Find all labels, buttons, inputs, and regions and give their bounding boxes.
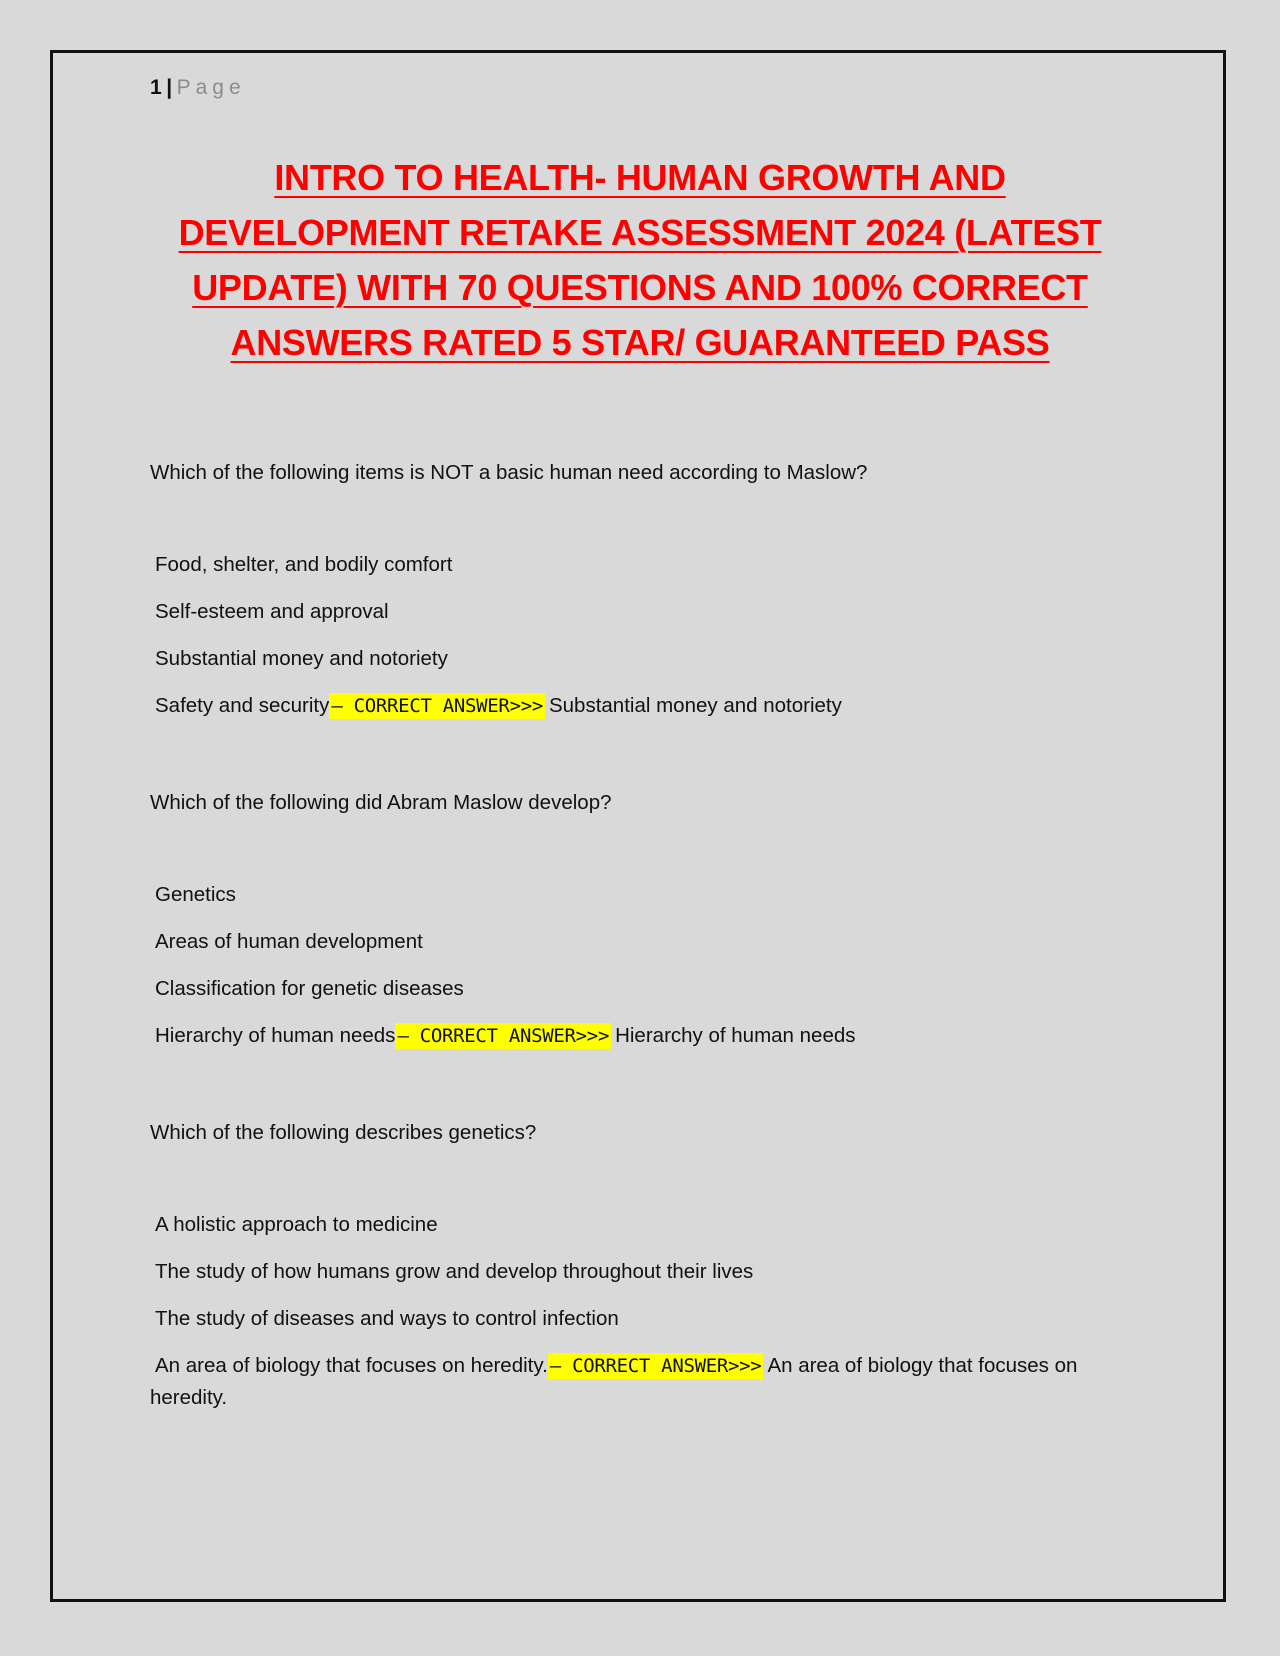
option: Classification for genetic diseases [155,977,464,1000]
option: Self-esteem and approval [155,600,389,623]
option-list [150,871,1130,1059]
option: Substantial money and notoriety [155,647,448,670]
option: A holistic approach to medicine [155,1213,438,1236]
page-number-value: 1 [150,76,163,99]
page-number-label: Page [176,76,246,99]
page-number [150,76,246,100]
option: Genetics [155,883,236,906]
option-text: Safety and security [155,694,330,717]
question-text: Which of the following items is NOT a basic human need according to Maslow? [150,461,868,484]
question-text: Which of the following did Abram Maslow develop? [150,791,612,814]
answer-text: An area of biology that focuses on heredity. [150,1354,1078,1409]
option: Food, shelter, and bodily comfort [155,553,453,576]
option: The study of diseases and ways to control infection [155,1307,619,1330]
document-title: INTRO TO HEALTH- HUMAN GROWTH AND DEVELOPMENT RETAKE ASSESSMENT 2024 (LATEST UPDATE) WITH 70 QUESTIONS AND 100% CORRECT ANSWERS RATED 5 STAR/ GUARANTEED PASS [178,157,1102,363]
option-with-answer [150,1342,1130,1413]
option-with-answer [150,1012,1130,1059]
option-list [150,541,1130,729]
answer-text: Substantial money and notoriety [548,694,842,717]
option-with-answer [150,682,1130,729]
answer-text: Hierarchy of human needs [615,1024,856,1047]
option: Areas of human development [155,930,423,953]
option-list [150,1201,1130,1413]
correct-answer-label: – CORRECT ANSWER>>> [331,695,543,717]
page-number-separator: | [166,76,173,99]
question-block-2 [150,788,1130,1059]
option-text: An area of biology that focuses on heredity. [155,1354,548,1377]
option: The study of how humans grow and develop throughout their lives [155,1260,754,1283]
question-block-3 [150,1118,1130,1413]
correct-answer-label: – CORRECT ANSWER>>> [549,1355,762,1377]
question-text: Which of the following describes genetics? [150,1121,537,1144]
question-block-1 [150,458,1130,729]
correct-answer-label: – CORRECT ANSWER>>> [397,1025,610,1047]
option-text: Hierarchy of human needs [155,1024,396,1047]
